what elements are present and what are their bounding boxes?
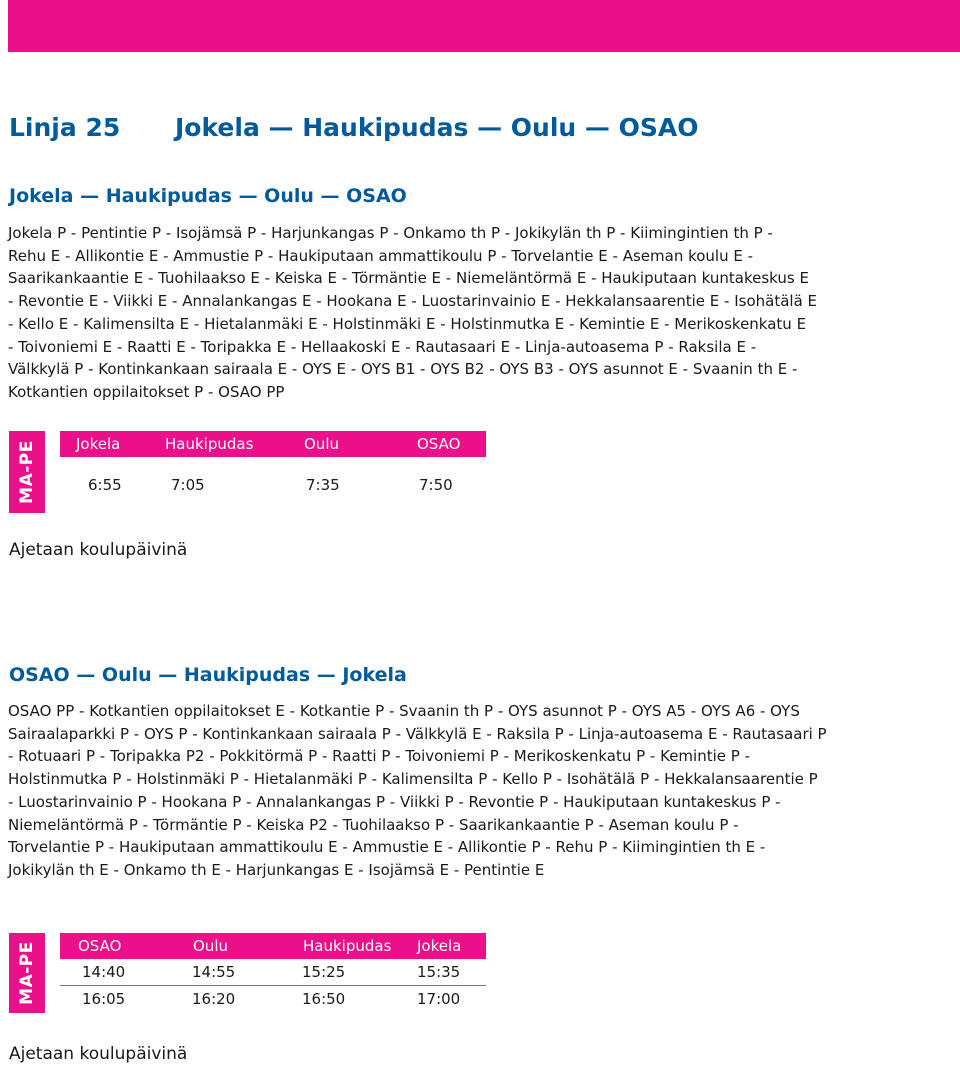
time-cell: 7:35 — [306, 476, 340, 494]
stop-list-line: - Kello E - Kalimensilta E - Hietalanmäki E - Holstinmäki E - Holstinmutka E - Kemintie E - Merikoskenkatu E — [8, 314, 807, 333]
timetable-header-row — [60, 431, 486, 457]
stop-list-line: Jokela P - Pentintie P - Isojämsä P - Harjunkangas P - Onkamo th P - Jokikylän th P - Kiimingintien th P - — [8, 224, 773, 242]
column-header: Oulu — [192, 933, 302, 959]
column-header: OSAO — [424, 431, 486, 457]
column-header: OSAO — [82, 933, 192, 959]
stop-list-line: - Rotuaari P - Toripakka P2 - Pokkitörmä P - Raatti P - Toivoniemi P - Merikoskenkatu P - Kemintie P - — [8, 747, 750, 766]
line-number-label: Linja 25 — [9, 113, 121, 142]
stop-list-line: Kotkantien oppilaitokset P - OSAO PP — [8, 382, 285, 401]
time-cell: 15:25 — [302, 959, 412, 986]
table-row — [60, 986, 486, 1013]
column-header: Haukipudas — [302, 933, 412, 959]
timetable — [60, 933, 486, 1012]
column-header: Haukipudas — [198, 431, 311, 457]
stop-list — [8, 222, 888, 404]
timetable-header-row — [60, 933, 486, 959]
stop-list-line: Holstinmutka P - Holstinmäki P - Hietalanmäki P - Kalimensilta P - Kello P - Isohätälä P - Hekkalansaarentie P — [8, 770, 818, 789]
schedule-note: Ajetaan koulupäivinä — [9, 1044, 188, 1064]
weekday-band — [9, 431, 45, 513]
schedule-note: Ajetaan koulupäivinä — [9, 540, 188, 560]
time-cell: 6:55 — [88, 476, 122, 494]
stop-list-line: Torvelantie P - Haukiputaan ammattikoulu E - Ammustie E - Allikontie P - Rehu P - Kiimingintien th E - — [8, 838, 766, 857]
time-cell: 17:00 — [417, 990, 461, 1008]
stop-list — [8, 700, 888, 882]
stop-list-line: - Luostarinvainio P - Hookana P - Annalankangas P - Viikki P - Revontie P - Haukiputaan kuntakeskus P - — [8, 792, 781, 811]
time-cell: 14:40 — [82, 959, 192, 986]
time-cell: 15:35 — [412, 959, 486, 986]
route-heading: OSAO — Oulu — Haukipudas — Jokela — [9, 664, 407, 686]
stop-list-line: Niemeläntörmä P - Törmäntie P - Keiska P2 - Tuohilaakso P - Saarikankaantie P - Aseman koulu P - — [8, 815, 739, 834]
column-header: Jokela — [88, 431, 198, 457]
column-header: Jokela — [412, 933, 486, 959]
top-accent-bar — [8, 0, 960, 52]
table-row — [60, 959, 486, 986]
stop-list-line: Sairaalaparkki P - OYS P - Kontinkankaan sairaala P - Välkkylä E - Raksila P - Linja-autoasema E - Rautasaari P — [8, 724, 827, 743]
stop-list-line: - Revontie E - Viikki E - Annalankangas E - Hookana E - Luostarinvainio E - Hekkalansaarentie E - Isohätälä E — [8, 292, 818, 311]
table-row — [60, 457, 486, 513]
route-heading: Jokela — Haukipudas — Oulu — OSAO — [9, 185, 407, 207]
time-cell: 14:55 — [192, 959, 302, 986]
time-cell: 16:20 — [192, 990, 236, 1008]
stop-list-line: OSAO PP - Kotkantien oppilaitokset E - Kotkantie P - Svaanin th P - OYS asunnot P - OYS A5 - OYS A6 - OYS — [8, 702, 800, 720]
time-cell: 7:05 — [171, 476, 205, 494]
day-label: MA-PE — [17, 941, 37, 1005]
stop-list-line: - Toivoniemi E - Raatti E - Toripakka E - Hellaakoski E - Rautasaari E - Linja-autoasema P - Raksila E - — [8, 337, 757, 356]
line-route-title: Jokela — Haukipudas — Oulu — OSAO — [175, 113, 699, 142]
weekday-band — [9, 933, 45, 1013]
day-label: MA-PE — [17, 440, 37, 504]
time-cell: 7:50 — [419, 476, 453, 494]
timetable — [60, 431, 486, 513]
column-header: Oulu — [311, 431, 424, 457]
stop-list-line: Välkkylä P - Kontinkankaan sairaala E - OYS E - OYS B1 - OYS B2 - OYS B3 - OYS asunnot E - Svaanin th E - — [8, 360, 798, 379]
stop-list-line: Rehu E - Allikontie E - Ammustie P - Haukiputaan ammattikoulu P - Torvelantie E - Aseman koulu E - — [8, 246, 754, 265]
stop-list-line: Saarikankaantie E - Tuohilaakso E - Keiska E - Törmäntie E - Niemeläntörmä E - Haukiputaan kuntakeskus E — [8, 269, 809, 288]
time-cell: 16:05 — [82, 990, 126, 1008]
stop-list-line: Jokikylän th E - Onkamo th E - Harjunkangas E - Isojämsä E - Pentintie E — [8, 860, 545, 879]
time-cell: 16:50 — [302, 990, 346, 1008]
